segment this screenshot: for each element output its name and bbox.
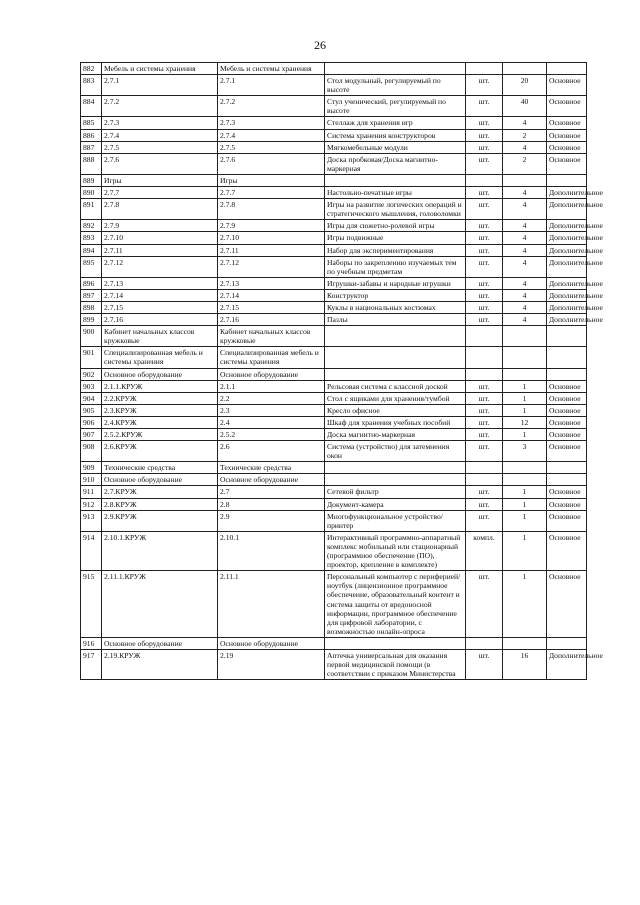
- code2-cell: 2.1.1: [218, 380, 325, 392]
- row-number-cell: 913: [81, 510, 102, 531]
- row-number-cell: 912: [81, 498, 102, 510]
- quantity-cell: [503, 637, 547, 649]
- type-cell: Основное: [547, 441, 587, 462]
- name-cell: [325, 462, 466, 474]
- quantity-cell: [503, 174, 547, 186]
- type-cell: [547, 174, 587, 186]
- unit-cell: шт.: [466, 314, 503, 326]
- equipment-table: [80, 62, 603, 680]
- code2-cell: 2.5.2: [218, 429, 325, 441]
- table-row: [81, 326, 587, 347]
- row-number-cell: 916: [81, 637, 102, 649]
- type-cell: Дополнительное: [547, 220, 587, 232]
- type-cell: Дополнительное: [547, 277, 587, 289]
- row-number-cell: 898: [81, 301, 102, 313]
- type-cell: Дополнительное: [547, 256, 587, 277]
- code2-cell: Основное оборудование: [218, 368, 325, 380]
- row-number-cell: 891: [81, 199, 102, 220]
- unit-cell: шт.: [466, 220, 503, 232]
- page-number: 26: [314, 38, 326, 52]
- quantity-cell: 4: [503, 314, 547, 326]
- row-number-cell: 895: [81, 256, 102, 277]
- type-cell: Дополнительное: [547, 649, 587, 679]
- type-cell: [547, 462, 587, 474]
- code2-cell: 2.7.9: [218, 220, 325, 232]
- name-cell: Игрушки-забавы и народные игрушки: [325, 277, 466, 289]
- quantity-cell: [503, 462, 547, 474]
- name-cell: [325, 637, 466, 649]
- quantity-cell: 4: [503, 289, 547, 301]
- code2-cell: 2.6: [218, 441, 325, 462]
- name-cell: Куклы в национальных костюмах: [325, 301, 466, 313]
- type-cell: Основное: [547, 531, 587, 570]
- code-cell: 2.7.2: [102, 96, 218, 117]
- table-row: [81, 199, 587, 220]
- quantity-cell: 1: [503, 531, 547, 570]
- code2-cell: 2.7.12: [218, 256, 325, 277]
- code2-cell: 2.2: [218, 392, 325, 404]
- type-cell: Основное: [547, 498, 587, 510]
- row-number-cell: 908: [81, 441, 102, 462]
- code-cell: 2.7.3: [102, 117, 218, 129]
- type-cell: Основное: [547, 153, 587, 174]
- table-row: [81, 441, 587, 462]
- name-cell: Кресло офисное: [325, 404, 466, 416]
- table-row: [81, 96, 587, 117]
- row-number-cell: 909: [81, 462, 102, 474]
- unit-cell: шт.: [466, 441, 503, 462]
- row-number-cell: 889: [81, 174, 102, 186]
- row-number-cell: 907: [81, 429, 102, 441]
- row-number-cell: 915: [81, 571, 102, 638]
- row-number-cell: 917: [81, 649, 102, 679]
- row-number-cell: 888: [81, 153, 102, 174]
- table-row: [81, 347, 587, 368]
- quantity-cell: 1: [503, 498, 547, 510]
- row-number-cell: 914: [81, 531, 102, 570]
- code-cell: Кабинет начальных классов кружковые: [102, 326, 218, 347]
- code2-cell: Технические средства: [218, 462, 325, 474]
- quantity-cell: 4: [503, 141, 547, 153]
- quantity-cell: 4: [503, 301, 547, 313]
- quantity-cell: [503, 368, 547, 380]
- code2-cell: 2.7.2: [218, 96, 325, 117]
- name-cell: Интерактивный программно-аппаратный комплекс мобильный или стационарный (программное обеспечение (ПО), проектор, крепление в комплекте): [325, 531, 466, 570]
- table-row: [81, 380, 587, 392]
- code2-cell: 2.7.3: [218, 117, 325, 129]
- unit-cell: шт.: [466, 256, 503, 277]
- unit-cell: шт.: [466, 416, 503, 428]
- unit-cell: шт.: [466, 129, 503, 141]
- unit-cell: шт.: [466, 392, 503, 404]
- quantity-cell: [503, 326, 547, 347]
- code2-cell: 2.10.1: [218, 531, 325, 570]
- code-cell: Основное оборудование: [102, 474, 218, 486]
- type-cell: Дополнительное: [547, 301, 587, 313]
- name-cell: Система хранения конструкторов: [325, 129, 466, 141]
- unit-cell: шт.: [466, 486, 503, 498]
- code-cell: 2.7.5: [102, 141, 218, 153]
- quantity-cell: 3: [503, 441, 547, 462]
- unit-cell: шт.: [466, 498, 503, 510]
- table-row: [81, 416, 587, 428]
- code2-cell: 2.7.6: [218, 153, 325, 174]
- quantity-cell: 12: [503, 416, 547, 428]
- table-row: [81, 153, 587, 174]
- code-cell: 2.2.КРУЖ: [102, 392, 218, 404]
- type-cell: Основное: [547, 510, 587, 531]
- quantity-cell: 4: [503, 244, 547, 256]
- name-cell: Стол с ящиками для хранения/тумбой: [325, 392, 466, 404]
- name-cell: Наборы по закреплению изучаемых тем по учебным предметам: [325, 256, 466, 277]
- table-row: [81, 429, 587, 441]
- code-cell: 2.6.КРУЖ: [102, 441, 218, 462]
- name-cell: Стул ученический, регулируемый по высоте: [325, 96, 466, 117]
- quantity-cell: [503, 63, 547, 75]
- table-row: [81, 571, 587, 638]
- type-cell: Основное: [547, 429, 587, 441]
- code2-cell: Основное оборудование: [218, 474, 325, 486]
- code-cell: 2.7.15: [102, 301, 218, 313]
- code2-cell: Кабинет начальных классов кружковые: [218, 326, 325, 347]
- name-cell: [325, 347, 466, 368]
- unit-cell: шт.: [466, 199, 503, 220]
- name-cell: Сетевой фильтр: [325, 486, 466, 498]
- name-cell: Рельсовая система с классной доской: [325, 380, 466, 392]
- name-cell: [325, 174, 466, 186]
- table-row: [81, 510, 587, 531]
- table-row: [81, 404, 587, 416]
- code-cell: 2.19.КРУЖ: [102, 649, 218, 679]
- code-cell: 2.7.КРУЖ: [102, 486, 218, 498]
- row-number-cell: 882: [81, 63, 102, 75]
- quantity-cell: [503, 347, 547, 368]
- name-cell: Аптечка универсальная для оказания первой медицинской помощи (в соответствии с приказом Министерства: [325, 649, 466, 679]
- code-cell: Основное оборудование: [102, 637, 218, 649]
- unit-cell: шт.: [466, 187, 503, 199]
- table-row: [81, 256, 587, 277]
- type-cell: [547, 637, 587, 649]
- unit-cell: шт.: [466, 232, 503, 244]
- code2-cell: 2.9: [218, 510, 325, 531]
- row-number-cell: 900: [81, 326, 102, 347]
- row-number-cell: 910: [81, 474, 102, 486]
- quantity-cell: 20: [503, 75, 547, 96]
- name-cell: Доска пробковая/Доска магнитно-маркерная: [325, 153, 466, 174]
- table-row: [81, 129, 587, 141]
- table-row: [81, 531, 587, 570]
- code-cell: 2.8.КРУЖ: [102, 498, 218, 510]
- code-cell: 2.9.КРУЖ: [102, 510, 218, 531]
- type-cell: Дополнительное: [547, 199, 587, 220]
- code2-cell: 2.7.16: [218, 314, 325, 326]
- unit-cell: компл.: [466, 531, 503, 570]
- unit-cell: [466, 326, 503, 347]
- code2-cell: 2.7.14: [218, 289, 325, 301]
- table-row: [81, 63, 587, 75]
- type-cell: Основное: [547, 380, 587, 392]
- table-row: [81, 462, 587, 474]
- code2-cell: 2.19: [218, 649, 325, 679]
- code-cell: 2.7.10: [102, 232, 218, 244]
- row-number-cell: 884: [81, 96, 102, 117]
- unit-cell: [466, 63, 503, 75]
- code-cell: 2.3.КРУЖ: [102, 404, 218, 416]
- name-cell: Игры для сюжетно-ролевой игры: [325, 220, 466, 232]
- unit-cell: шт.: [466, 96, 503, 117]
- type-cell: Основное: [547, 96, 587, 117]
- quantity-cell: 1: [503, 571, 547, 638]
- unit-cell: [466, 462, 503, 474]
- unit-cell: шт.: [466, 510, 503, 531]
- quantity-cell: 4: [503, 117, 547, 129]
- row-number-cell: 892: [81, 220, 102, 232]
- name-cell: Пазлы: [325, 314, 466, 326]
- table-row: [81, 392, 587, 404]
- code-cell: 2.5.2.КРУЖ: [102, 429, 218, 441]
- code2-cell: 2.7.7: [218, 187, 325, 199]
- row-number-cell: 906: [81, 416, 102, 428]
- quantity-cell: 1: [503, 510, 547, 531]
- equipment-table-body: [81, 63, 603, 680]
- code-cell: Специализированная мебель и системы хранения: [102, 347, 218, 368]
- code2-cell: 2.8: [218, 498, 325, 510]
- quantity-cell: [503, 474, 547, 486]
- code2-cell: 2.7.13: [218, 277, 325, 289]
- unit-cell: шт.: [466, 571, 503, 638]
- row-number-cell: 905: [81, 404, 102, 416]
- table-row: [81, 301, 587, 313]
- row-number-cell: 911: [81, 486, 102, 498]
- row-number-cell: 890: [81, 187, 102, 199]
- code2-cell: 2.7.4: [218, 129, 325, 141]
- unit-cell: шт.: [466, 380, 503, 392]
- table-row: [81, 637, 587, 649]
- row-number-cell: 886: [81, 129, 102, 141]
- code-cell: 2.7.14: [102, 289, 218, 301]
- name-cell: Игры на развитие логических операций и стратегического мышления, головоломки: [325, 199, 466, 220]
- type-cell: Дополнительное: [547, 232, 587, 244]
- row-number-cell: 904: [81, 392, 102, 404]
- type-cell: Основное: [547, 416, 587, 428]
- unit-cell: [466, 474, 503, 486]
- name-cell: Многофункциональное устройство/принтер: [325, 510, 466, 531]
- name-cell: Шкаф для хранения учебных пособий: [325, 416, 466, 428]
- table-row: [81, 368, 587, 380]
- code2-cell: Основное оборудование: [218, 637, 325, 649]
- unit-cell: шт.: [466, 75, 503, 96]
- code-cell: 2.7.8: [102, 199, 218, 220]
- quantity-cell: 40: [503, 96, 547, 117]
- table-row: [81, 220, 587, 232]
- code2-cell: 2.7.1: [218, 75, 325, 96]
- type-cell: Основное: [547, 75, 587, 96]
- code-cell: 2.7.7: [102, 187, 218, 199]
- code2-cell: 2.4: [218, 416, 325, 428]
- row-number-cell: 883: [81, 75, 102, 96]
- quantity-cell: 4: [503, 220, 547, 232]
- row-number-cell: 894: [81, 244, 102, 256]
- quantity-cell: 4: [503, 232, 547, 244]
- table-row: [81, 75, 587, 96]
- code-cell: 2.7.12: [102, 256, 218, 277]
- table-row: [81, 117, 587, 129]
- quantity-cell: 1: [503, 392, 547, 404]
- type-cell: Дополнительное: [547, 187, 587, 199]
- type-cell: [547, 326, 587, 347]
- code-cell: 2.7.16: [102, 314, 218, 326]
- type-cell: Основное: [547, 571, 587, 638]
- table-row: [81, 232, 587, 244]
- type-cell: Основное: [547, 404, 587, 416]
- type-cell: Дополнительное: [547, 289, 587, 301]
- quantity-cell: 2: [503, 129, 547, 141]
- quantity-cell: 4: [503, 277, 547, 289]
- name-cell: Документ-камера: [325, 498, 466, 510]
- unit-cell: шт.: [466, 404, 503, 416]
- quantity-cell: 1: [503, 404, 547, 416]
- code2-cell: 2.7.5: [218, 141, 325, 153]
- code-cell: Технические средства: [102, 462, 218, 474]
- type-cell: Дополнительное: [547, 244, 587, 256]
- table-row: [81, 141, 587, 153]
- table-row: [81, 277, 587, 289]
- code-cell: Основное оборудование: [102, 368, 218, 380]
- code2-cell: Игры: [218, 174, 325, 186]
- code-cell: 2.7.1: [102, 75, 218, 96]
- type-cell: [547, 63, 587, 75]
- name-cell: Стол модульный, регулируемый по высоте: [325, 75, 466, 96]
- type-cell: Основное: [547, 141, 587, 153]
- table-row: [81, 498, 587, 510]
- name-cell: Набор для экспериментирования: [325, 244, 466, 256]
- code-cell: Игры: [102, 174, 218, 186]
- quantity-cell: 1: [503, 380, 547, 392]
- name-cell: Персональный компьютер с периферией/ноутбук (лицензионное программное обеспечение, образовательный контент и система защиты от вредоносной информации, программное обеспечение для цифровой лаборатории, с возможностью онлайн-опроса: [325, 571, 466, 638]
- unit-cell: шт.: [466, 277, 503, 289]
- code-cell: 2.10.1.КРУЖ: [102, 531, 218, 570]
- type-cell: [547, 474, 587, 486]
- name-cell: [325, 326, 466, 347]
- unit-cell: шт.: [466, 649, 503, 679]
- quantity-cell: 4: [503, 187, 547, 199]
- code-cell: 2.11.1.КРУЖ: [102, 571, 218, 638]
- row-number-cell: 902: [81, 368, 102, 380]
- quantity-cell: 4: [503, 199, 547, 220]
- unit-cell: шт.: [466, 141, 503, 153]
- quantity-cell: 2: [503, 153, 547, 174]
- unit-cell: шт.: [466, 244, 503, 256]
- code2-cell: 2.3: [218, 404, 325, 416]
- table-row: [81, 244, 587, 256]
- name-cell: Стеллаж для хранения игр: [325, 117, 466, 129]
- code-cell: 2.7.11: [102, 244, 218, 256]
- quantity-cell: 1: [503, 429, 547, 441]
- code-cell: 2.7.13: [102, 277, 218, 289]
- name-cell: Игры подвижные: [325, 232, 466, 244]
- type-cell: Основное: [547, 486, 587, 498]
- row-number-cell: 893: [81, 232, 102, 244]
- quantity-cell: 4: [503, 256, 547, 277]
- row-number-cell: 901: [81, 347, 102, 368]
- type-cell: [547, 368, 587, 380]
- code2-cell: 2.7.8: [218, 199, 325, 220]
- row-number-cell: 896: [81, 277, 102, 289]
- unit-cell: шт.: [466, 429, 503, 441]
- code2-cell: 2.7.10: [218, 232, 325, 244]
- code-cell: 2.7.6: [102, 153, 218, 174]
- table-row: [81, 486, 587, 498]
- type-cell: Основное: [547, 117, 587, 129]
- row-number-cell: 885: [81, 117, 102, 129]
- code-cell: 2.1.1.КРУЖ: [102, 380, 218, 392]
- code-cell: Мебель и системы хранения: [102, 63, 218, 75]
- unit-cell: шт.: [466, 153, 503, 174]
- table-row: [81, 174, 587, 186]
- row-number-cell: 903: [81, 380, 102, 392]
- name-cell: [325, 63, 466, 75]
- name-cell: [325, 368, 466, 380]
- row-number-cell: 887: [81, 141, 102, 153]
- unit-cell: шт.: [466, 301, 503, 313]
- type-cell: Основное: [547, 392, 587, 404]
- code-cell: 2.4.КРУЖ: [102, 416, 218, 428]
- table-row: [81, 474, 587, 486]
- row-number-cell: 897: [81, 289, 102, 301]
- code2-cell: 2.7.15: [218, 301, 325, 313]
- quantity-cell: 1: [503, 486, 547, 498]
- name-cell: Система (устройство) для затемнения окон: [325, 441, 466, 462]
- name-cell: [325, 474, 466, 486]
- name-cell: Доска магнитно-маркерная: [325, 429, 466, 441]
- table-row: [81, 289, 587, 301]
- table-row: [81, 649, 587, 679]
- unit-cell: шт.: [466, 117, 503, 129]
- unit-cell: шт.: [466, 289, 503, 301]
- table-row: [81, 187, 587, 199]
- unit-cell: [466, 368, 503, 380]
- unit-cell: [466, 347, 503, 368]
- unit-cell: [466, 174, 503, 186]
- table-row: [81, 314, 587, 326]
- code2-cell: Специализированная мебель и системы хранения: [218, 347, 325, 368]
- name-cell: Мягкомебельные модули: [325, 141, 466, 153]
- name-cell: Конструктор: [325, 289, 466, 301]
- type-cell: Основное: [547, 129, 587, 141]
- code2-cell: 2.7: [218, 486, 325, 498]
- code2-cell: Мебель и системы хранения: [218, 63, 325, 75]
- name-cell: Настольно-печатные игры: [325, 187, 466, 199]
- quantity-cell: 16: [503, 649, 547, 679]
- code2-cell: 2.11.1: [218, 571, 325, 638]
- code2-cell: 2.7.11: [218, 244, 325, 256]
- code-cell: 2.7.9: [102, 220, 218, 232]
- code-cell: 2.7.4: [102, 129, 218, 141]
- type-cell: [547, 347, 587, 368]
- row-number-cell: 899: [81, 314, 102, 326]
- unit-cell: [466, 637, 503, 649]
- type-cell: Дополнительное: [547, 314, 587, 326]
